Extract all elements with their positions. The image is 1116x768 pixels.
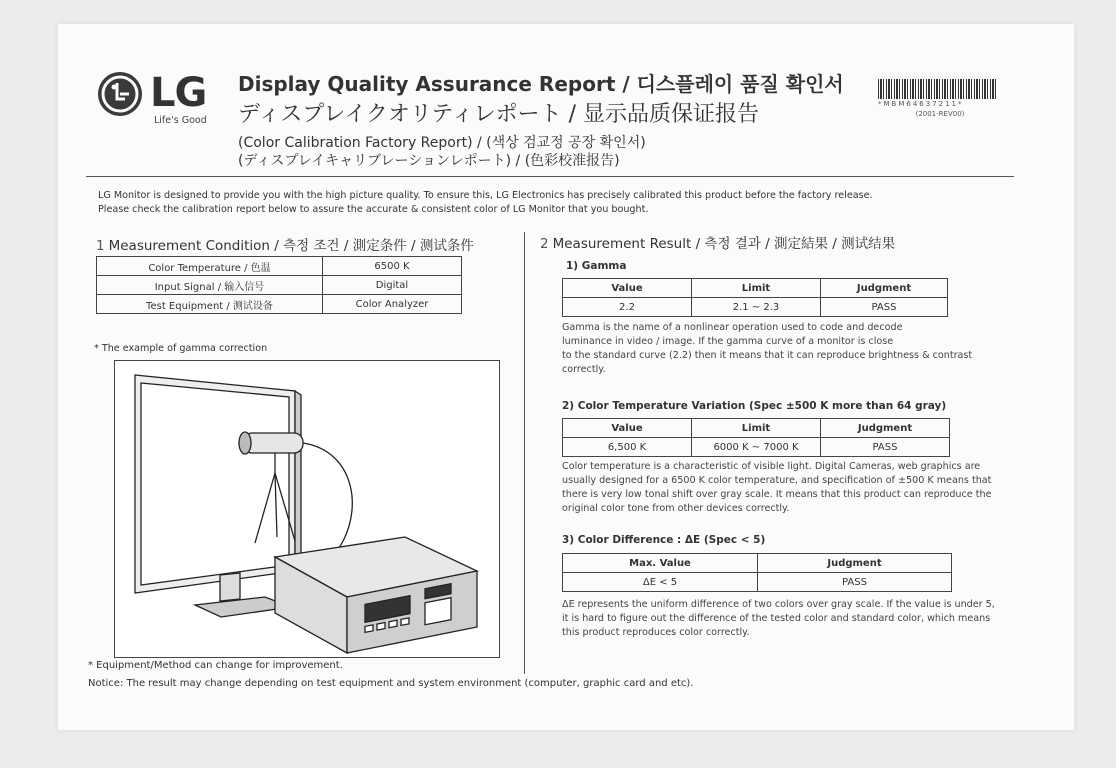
section-1-title: Measurement Condition / 측정 조건 / 測定条件 / 测试条件 <box>108 238 474 254</box>
barcode-revision: (2001-REV00) <box>915 110 965 118</box>
color-temp-desc-line: there is very low tonal shift over gray scale. It means that this product can reproduce the <box>562 489 992 500</box>
color-temp-description <box>562 460 1014 516</box>
condition-table <box>96 256 462 314</box>
gamma-judgment: PASS <box>821 298 948 317</box>
condition-label: Color Temperature / 色温 <box>97 257 323 276</box>
table-row <box>563 573 952 592</box>
condition-label: Input Signal / 输入信号 <box>97 276 323 295</box>
gamma-desc-line: luminance in video / image. If the gamma curve of a monitor is close <box>562 336 894 347</box>
table-row <box>563 419 950 438</box>
color-temp-desc-line: original color tone from other devices correctly. <box>562 503 790 514</box>
lg-logo-text: LG <box>150 70 207 116</box>
color-diff-desc-line: it is hard to figure out the difference of the tested color and standard color, which means <box>562 613 991 624</box>
color-temp-judgment: PASS <box>821 438 950 457</box>
gamma-description <box>562 321 1002 377</box>
report-subtitle-jp-cn: (ディスプレイキャリブレーションレポート) / (色彩校准报告) <box>238 153 620 169</box>
section-1-heading <box>96 234 474 254</box>
color-diff-table <box>562 553 952 592</box>
column-divider <box>524 232 525 674</box>
color-temp-value: 6,500 K <box>563 438 692 457</box>
section-2-number: 2 <box>540 236 549 252</box>
notice-text: Notice: The result may change depending on test equipment and system environment (computer, graphic card and etc). <box>88 678 694 689</box>
color-temp-desc-line: Color temperature is a characteristic of visible light. Digital Cameras, web graphics are <box>562 461 981 472</box>
report-title: Display Quality Assurance Report / 디스플레이 품질 확인서 <box>238 72 844 96</box>
color-temp-desc-line: usually designed for a 6500 K color temperature, and specification of ±500 K means that <box>562 475 992 486</box>
gamma-value: 2.2 <box>563 298 692 317</box>
condition-value: Digital <box>323 276 462 295</box>
gamma-desc-line: to the standard curve (2.2) then it means that it can reproduce brightness & contrast <box>562 350 973 361</box>
report-title-jp-cn: ディスプレイクオリティレポート / 显示品质保证报告 <box>238 102 760 127</box>
color-temp-header-limit: Limit <box>692 419 821 438</box>
color-diff-heading: 3) Color Difference : ΔE (Spec < 5) <box>562 534 766 546</box>
gamma-example-label: * The example of gamma correction <box>94 343 268 354</box>
condition-value: 6500 K <box>323 257 462 276</box>
table-row <box>563 298 948 317</box>
color-temp-header-judgment: Judgment <box>821 419 950 438</box>
color-diff-header-judgment: Judgment <box>758 554 952 573</box>
section-2-heading <box>540 232 895 252</box>
color-diff-desc-line: this product reproduces color correctly. <box>562 627 750 638</box>
condition-value: Color Analyzer <box>323 295 462 314</box>
gamma-desc-line: correctly. <box>562 364 606 375</box>
table-row <box>97 276 462 295</box>
intro-line-1: LG Monitor is designed to provide you with the high picture quality. To ensure this, LG Electronics has precisely calibrated this product before the factory release. <box>98 190 873 201</box>
gamma-desc-line: Gamma is the name of a nonlinear operation used to code and decode <box>562 322 903 333</box>
calibration-illustration <box>114 360 500 658</box>
table-row <box>97 257 462 276</box>
monitor-analyzer-drawing <box>115 361 499 657</box>
color-diff-header-max: Max. Value <box>563 554 758 573</box>
condition-label: Test Equipment / 测试设备 <box>97 295 323 314</box>
header-divider <box>86 176 1014 177</box>
color-diff-description <box>562 598 1014 640</box>
report-subtitle: (Color Calibration Factory Report) / (색상 검교정 공장 확인서) <box>238 135 646 151</box>
equipment-note: * Equipment/Method can change for improvement. <box>88 660 343 671</box>
gamma-header-judgment: Judgment <box>821 279 948 298</box>
color-diff-judgment: PASS <box>758 573 952 592</box>
table-row <box>97 295 462 314</box>
gamma-table <box>562 278 948 317</box>
intro-line-2: Please check the calibration report below to assure the accurate & consistent color of LG Monitor that you bought. <box>98 204 649 215</box>
section-1-number: 1 <box>96 238 105 254</box>
color-temp-heading: 2) Color Temperature Variation (Spec ±500 K more than 64 gray) <box>562 400 947 412</box>
color-temp-table <box>562 418 950 457</box>
lg-logo-icon <box>98 72 142 116</box>
gamma-header-value: Value <box>563 279 692 298</box>
color-temp-limit: 6000 K ~ 7000 K <box>692 438 821 457</box>
color-diff-desc-line: ΔE represents the uniform difference of two colors over gray scale. If the value is under 5, <box>562 599 995 610</box>
lg-tagline: Life's Good <box>154 115 207 126</box>
section-2-title: Measurement Result / 측정 결과 / 測定結果 / 测试结果 <box>552 236 896 252</box>
color-temp-header-value: Value <box>563 419 692 438</box>
intro-text <box>98 189 998 217</box>
table-row <box>563 279 948 298</box>
barcode <box>878 79 998 99</box>
gamma-heading: 1) Gamma <box>566 260 627 272</box>
table-row <box>563 438 950 457</box>
barcode-number: *MBM64637211* <box>878 100 964 108</box>
gamma-header-limit: Limit <box>692 279 821 298</box>
report-sheet <box>58 24 1074 730</box>
table-row <box>563 554 952 573</box>
gamma-limit: 2.1 ~ 2.3 <box>692 298 821 317</box>
color-diff-value: ΔE < 5 <box>563 573 758 592</box>
